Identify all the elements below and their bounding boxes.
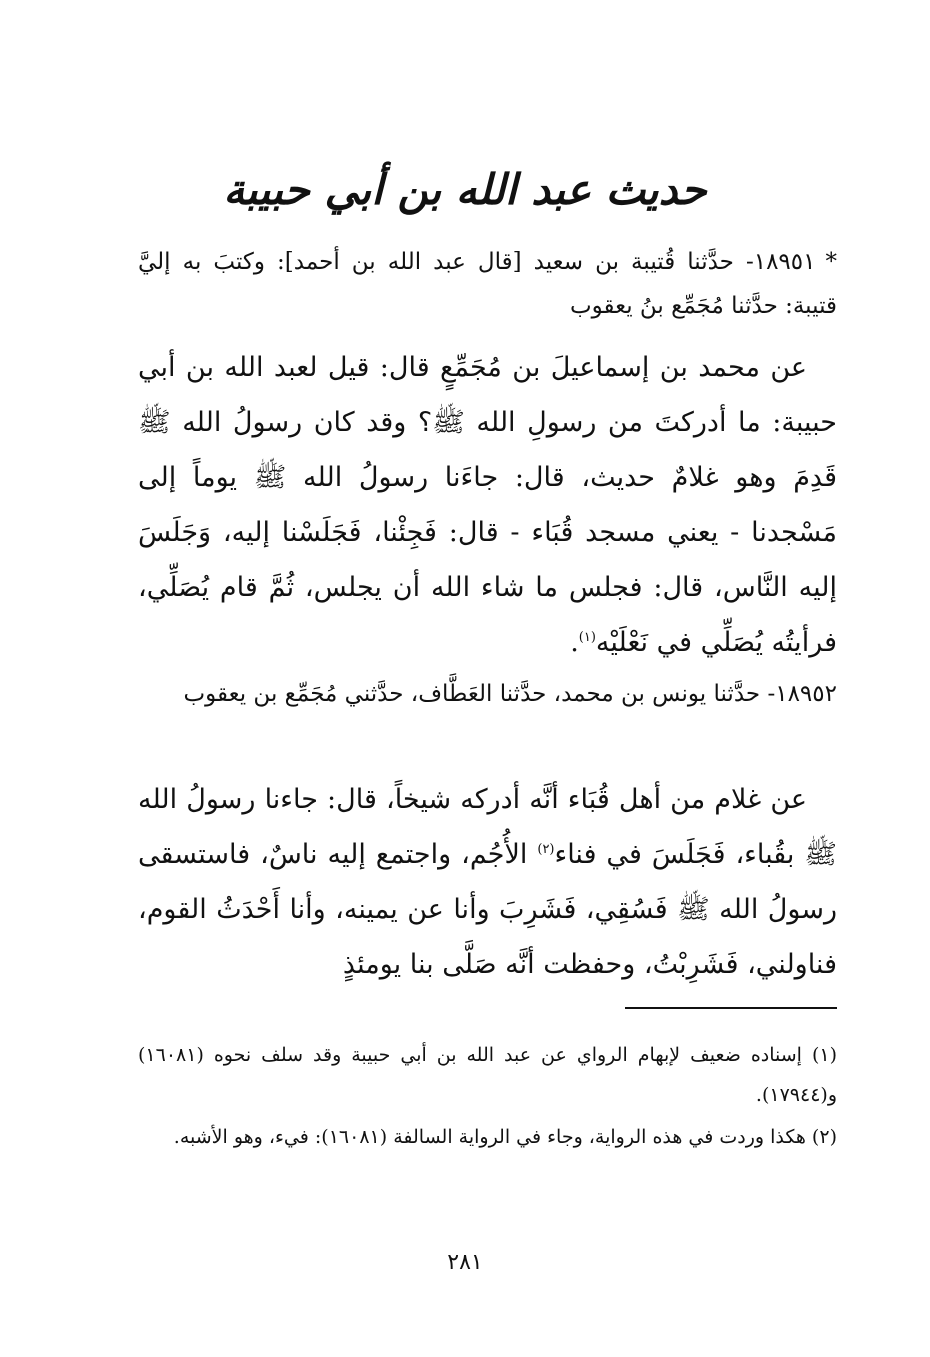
footnote-ref: (٢) xyxy=(537,842,555,857)
page-number: ٢٨١ xyxy=(447,1250,483,1275)
matn-end: . xyxy=(570,627,579,658)
hadith-18951-isnad xyxy=(138,240,837,328)
chapter-title: حديث عبد الله بن أبي حبيبة xyxy=(223,165,707,214)
hadith-star-marker: * xyxy=(825,249,837,275)
footnote-1: (١) إسناده ضعيف لإبهام الرواي عن عبد الله بن أبي حبيبة وقد سلف نحوه (١٦٠٨١) و(١٧٩٤٤). xyxy=(138,1044,837,1106)
hadith-18952-matn xyxy=(138,772,837,992)
hadith-number: ١٨٩٥١ xyxy=(753,249,816,275)
matn-text-part1: عن غلام من أهل قُبَاء أنَّه أدركه شيخاً، قال: جاءنا رسولُ الله ﷺ بقُباء، فَجَلَسَ في فناء xyxy=(138,784,837,870)
footnote-divider xyxy=(625,1007,837,1009)
hadith-18951-matn xyxy=(138,340,837,670)
hadith-number: ١٨٩٥٢ xyxy=(775,681,837,707)
hadith-18952-isnad xyxy=(138,672,837,716)
isnad-text: - حدَّثنا يونس بن محمد، حدَّثنا العَطَّاف، حدَّثني مُجَمِّع بن يعقوب xyxy=(183,681,776,707)
footnote-ref: (١) xyxy=(578,630,596,645)
footnote-2: (٢) هكذا وردت في هذه الرواية، وجاء في الرواية السالفة (١٦٠٨١): فيء، وهو الأشبه. xyxy=(173,1126,837,1148)
matn-text: عن محمد بن إسماعيلَ بن مُجَمِّعٍ قال: قيل لعبد الله بن أبي حبيبة: ما أدركتَ من رسولِ الله ﷺ؟ وقد كان رسولُ الله ﷺ قَدِمَ وهو غلامٌ حديث، قال: جاءَنا رسولُ الله ﷺ يوماً إلى مَسْجدنا - يعني مسجد قُبَاء - قال: فَجِئْنا، فَجَلَسْنا إليه، وَجَلَسَ إليه النَّاس، قال: فجلس ما شاء الله أن يجلس، ثُمَّ قام يُصَلِّي، فرأيتُه يُصَلِّي في نَعْلَيْه xyxy=(138,352,837,658)
isnad-text: - حدَّثنا قُتيبة بن سعيد [قال عبد الله بن أحمد]: وكتبَ به إليَّ قتيبة: حدَّثنا مُجَمِّع بنُ يعقوب xyxy=(138,249,837,319)
matn-text-part2: الأُجُم، واجتمع إليه ناسٌ، فاستسقى رسولُ الله ﷺ فَسُقِي، فَشَرِبَ وأنا عن يمينه، وأنا أَحْدَثُ القوم، فناولني، فَشَرِبْتُ، وحفظت أنَّه صَلَّى بنا يومئذٍ xyxy=(138,839,837,980)
